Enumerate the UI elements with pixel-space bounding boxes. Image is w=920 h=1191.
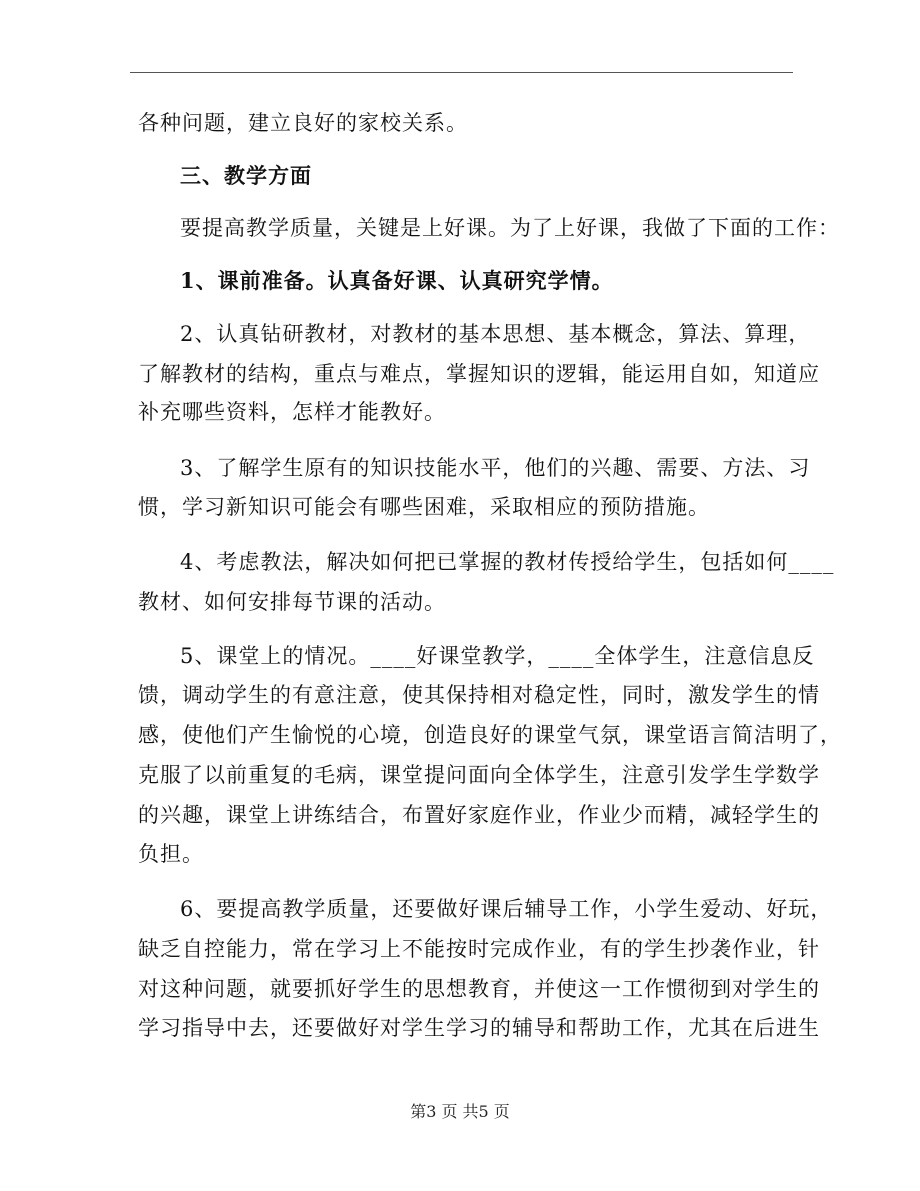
paragraph-line: 2、认真钻研教材，对教材的基本思想、基本概念，算法、算理，	[180, 322, 811, 346]
paragraph-line: 感，使他们产生愉悦的心境，创造良好的课堂气氛，课堂语言简洁明了，	[138, 723, 842, 747]
paragraph-line: 了解教材的结构，重点与难点，掌握知识的逻辑，能运用自如，知道应	[138, 362, 820, 386]
paragraph-line: 要提高教学质量，关键是上好课。为了上好课，我做了下面的工作：	[180, 216, 840, 240]
item-heading: 1、课前准备。认真备好课、认真研究学情。	[180, 268, 614, 293]
page-number: 第3 页 共5 页	[410, 1102, 510, 1121]
paragraph-line: 3、了解学生原有的知识技能水平，他们的兴趣、需要、方法、习	[180, 456, 811, 480]
paragraph-line: 负担。	[138, 842, 204, 866]
paragraph-line: 缺乏自控能力，常在学习上不能按时完成作业，有的学生抄袭作业，针	[138, 937, 820, 961]
paragraph-line: 4、考虑教法，解决如何把已掌握的教材传授给学生，包括如何____	[180, 550, 835, 574]
paragraph-line: 对这种问题，就要抓好学生的思想教育，并使这一工作惯彻到对学生的	[138, 977, 820, 1001]
paragraph-line: 克服了以前重复的毛病，课堂提问面向全体学生，注意引发学生学数学	[138, 763, 820, 787]
paragraph-line: 惯，学习新知识可能会有哪些困难，采取相应的预防措施。	[138, 495, 710, 519]
section-heading: 三、教学方面	[180, 163, 312, 188]
paragraph-line: 补充哪些资料，怎样才能教好。	[138, 400, 446, 424]
paragraph-line: 教材、如何安排每节课的活动。	[138, 590, 446, 614]
paragraph-line: 馈，调动学生的有意注意，使其保持相对稳定性，同时，激发学生的情	[138, 683, 820, 707]
header-rule	[130, 72, 793, 73]
paragraph-line: 5、课堂上的情况。____好课堂教学，____全体学生，注意信息反	[180, 644, 815, 668]
paragraph-line: 6、要提高教学质量，还要做好课后辅导工作，小学生爱动、好玩，	[180, 897, 833, 921]
paragraph-line: 各种问题，建立良好的家校关系。	[138, 111, 468, 135]
paragraph-line: 学习指导中去，还要做好对学生学习的辅导和帮助工作，尤其在后进生	[138, 1016, 820, 1040]
paragraph-line: 的兴趣，课堂上讲练结合，布置好家庭作业，作业少而精，减轻学生的	[138, 803, 820, 827]
